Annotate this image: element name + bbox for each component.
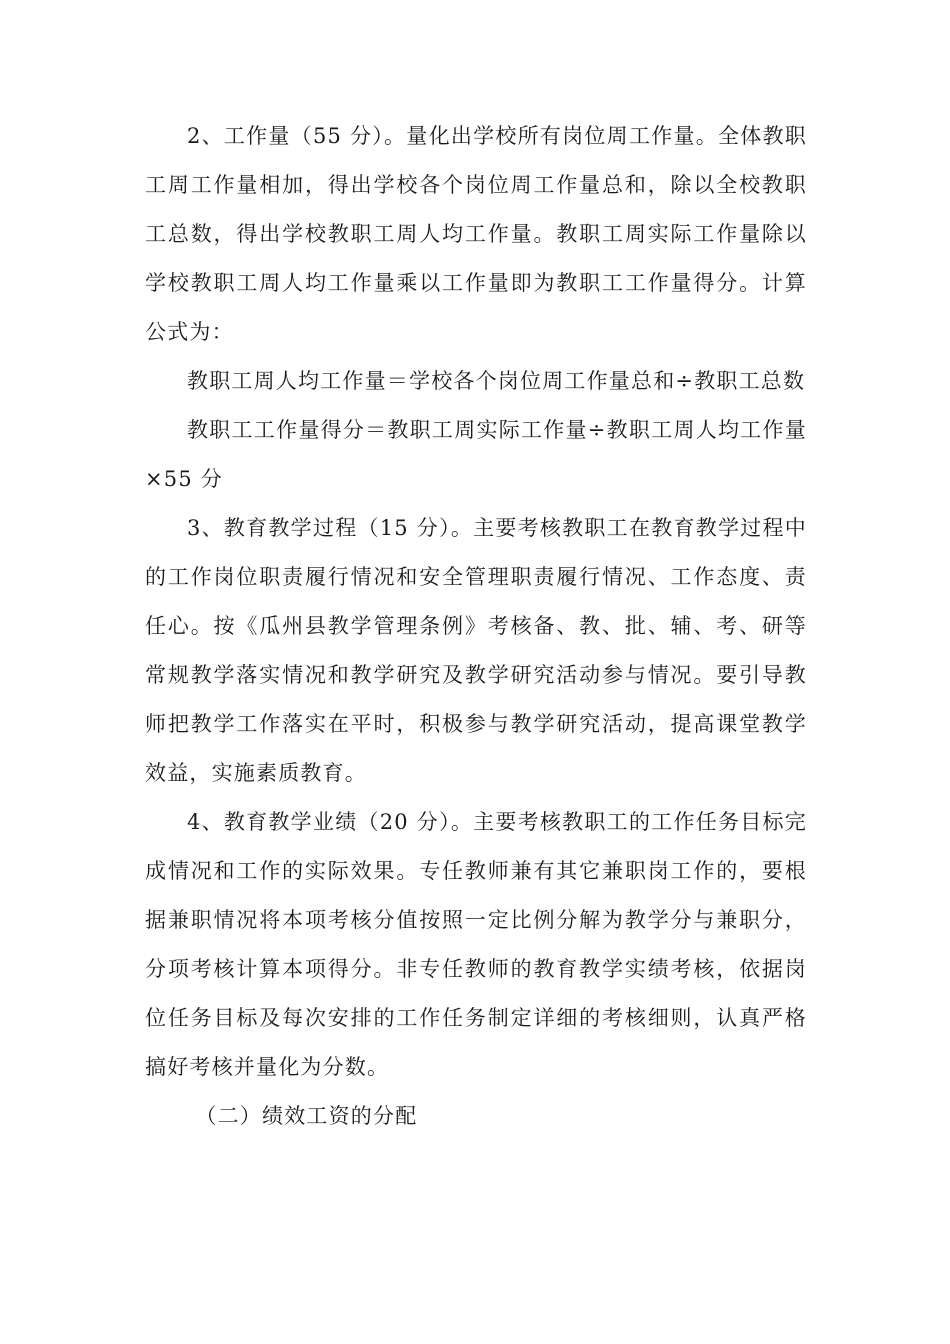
formula-average-workload: 教职工周人均工作量＝学校各个岗位周工作量总和÷教职工总数 [187, 369, 806, 393]
document-body [145, 112, 807, 1141]
paragraph-workload: 2、工作量（55 分）。量化出学校所有岗位周工作量。全体教职工周工作量相加，得出学校各个岗位周工作量总和，除以全校教职工总数，得出学校教职工周人均工作量。教职工周实际工作量除以学校教职工周人均工作量乘以工作量即为教职工工作量得分。计算公式为： [145, 124, 807, 344]
formula-workload-score: 教职工工作量得分＝教职工周实际工作量÷教职工周人均工作量×55 分 [145, 418, 807, 491]
paragraph-teaching-process: 3、教育教学过程（15 分）。主要考核教职工在教育教学过程中的工作岗位职责履行情况和安全管理职责履行情况、工作态度、责任心。按《瓜州县教学管理条例》考核备、教、批、辅、考、研等常规教学落实情况和教学研究及教学研究活动参与情况。要引导教师把教学工作落实在平时，积极参与教学研究活动，提高课堂教学效益，实施素质教育。 [145, 516, 807, 785]
paragraph-teaching-performance: 4、教育教学业绩（20 分）。主要考核教职工的工作任务目标完成情况和工作的实际效果。专任教师兼有其它兼职岗工作的，要根据兼职情况将本项考核分值按照一定比例分解为教学分与兼职分，分项考核计算本项得分。非专任教师的教育教学实绩考核，依据岗位任务目标及每次安排的工作任务制定详细的考核细则，认真严格搞好考核并量化为分数。 [145, 810, 807, 1079]
section-heading: （二）绩效工资的分配 [195, 1104, 418, 1128]
